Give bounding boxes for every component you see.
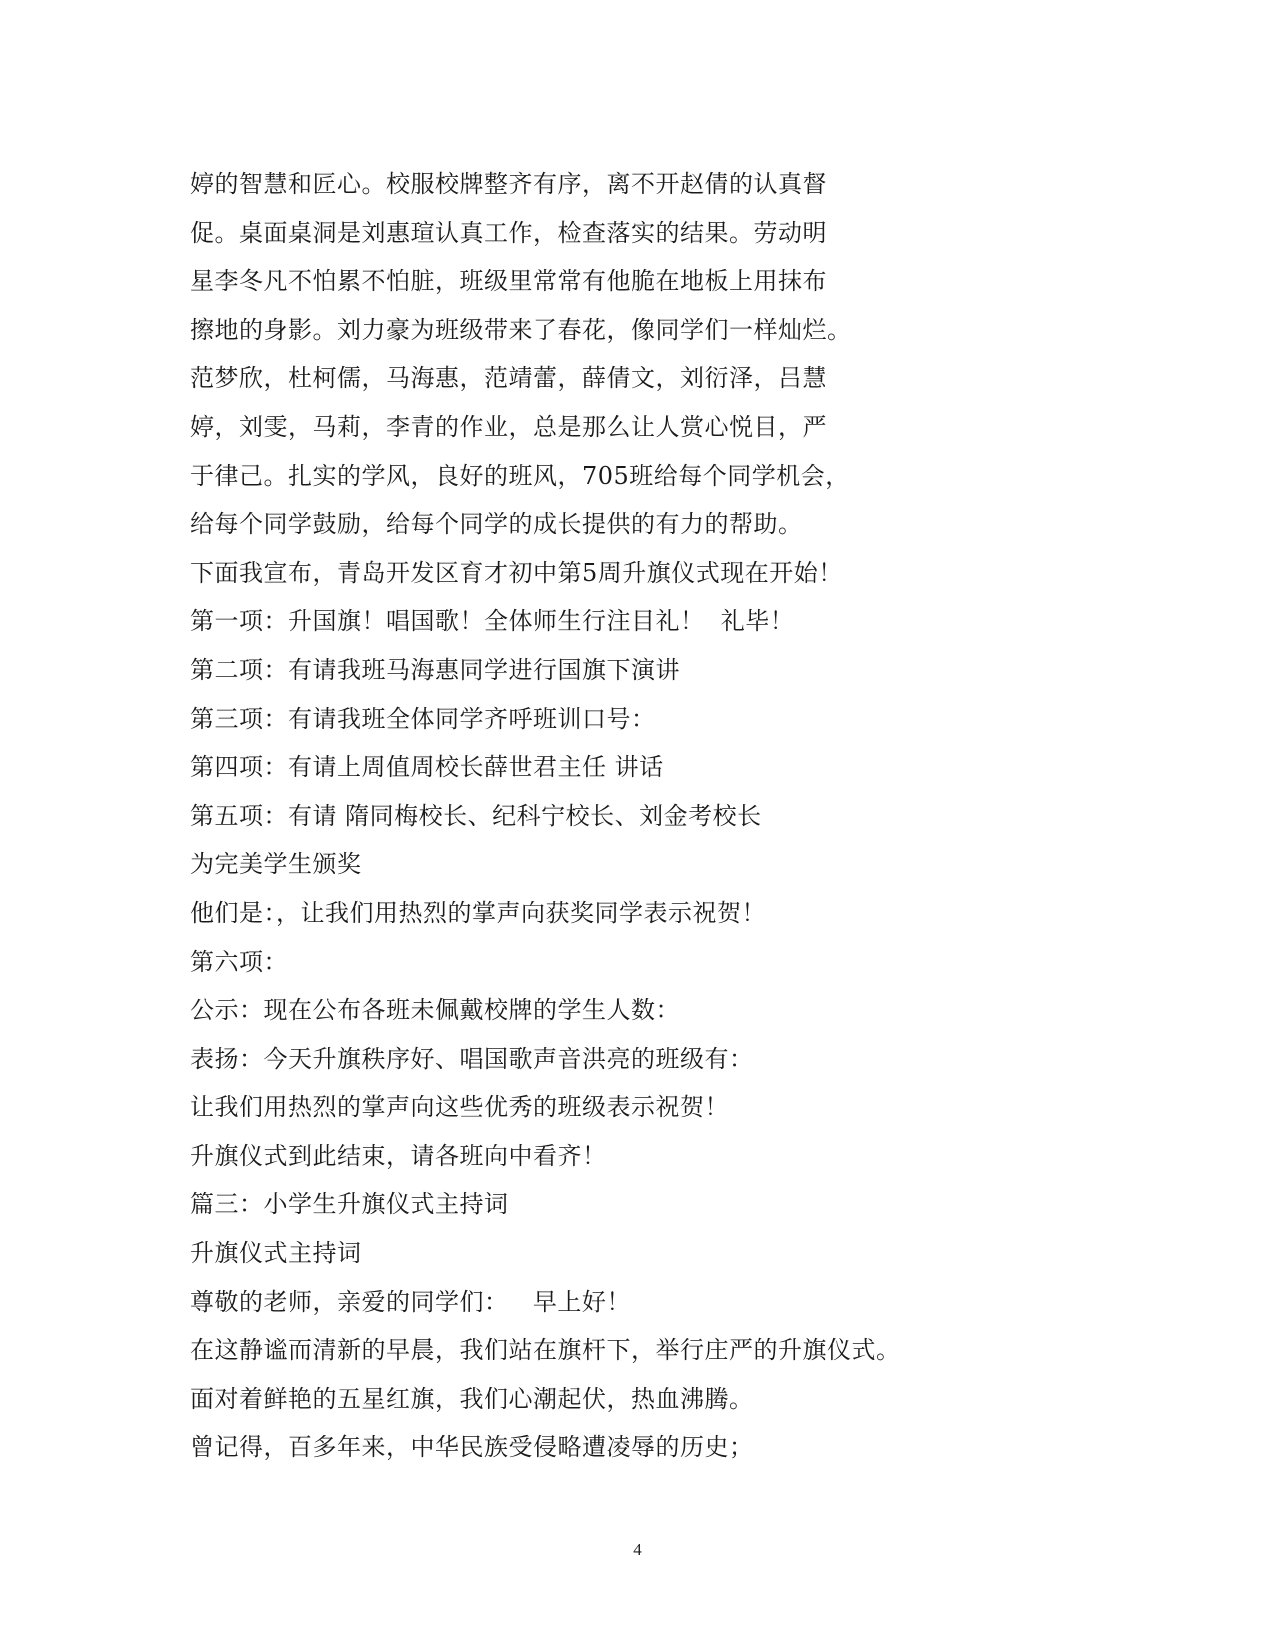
text-line: 第一项：升国旗！唱国歌！全体师生行注目礼！ 礼毕！	[190, 607, 795, 636]
text-line: 促。桌面桌洞是刘惠瑄认真工作，检查落实的结果。劳动明	[190, 218, 827, 247]
text-line: 于律己。扎实的学风，良好的班风，705班给每个同学机会，	[190, 461, 850, 490]
document-body	[190, 160, 1120, 1472]
text-line: 第三项：有请我班全体同学齐呼班训口号：	[190, 704, 656, 733]
text-line: 第五项：有请 隋同梅校长、纪科宁校长、刘金考校长	[190, 801, 762, 830]
text-line: 曾记得，百多年来，中华民族受侵略遭凌辱的历史；	[190, 1433, 754, 1462]
text-line: 让我们用热烈的掌声向这些优秀的班级表示祝贺！	[190, 1093, 729, 1122]
section-title: 升旗仪式主持词	[190, 1239, 362, 1268]
section-heading: 篇三：小学生升旗仪式主持词	[190, 1190, 509, 1219]
text-line: 表扬：今天升旗秩序好、唱国歌声音洪亮的班级有：	[190, 1044, 754, 1073]
text-line: 第六项：	[190, 947, 288, 976]
text-line: 面对着鲜艳的五星红旗，我们心潮起伏，热血沸腾。	[190, 1384, 754, 1413]
text-line: 尊敬的老师，亲爱的同学们： 早上好！	[190, 1287, 631, 1316]
text-line: 升旗仪式到此结束，请各班向中看齐！	[190, 1141, 607, 1170]
text-line: 给每个同学鼓励，给每个同学的成长提供的有力的帮助。	[190, 510, 803, 539]
text-line: 第二项：有请我班马海惠同学进行国旗下演讲	[190, 655, 680, 684]
text-line: 星李冬凡不怕累不怕脏，班级里常常有他脆在地板上用抹布	[190, 267, 827, 296]
text-line: 婷的智慧和匠心。校服校牌整齐有序，离不开赵倩的认真督	[190, 170, 827, 198]
text-line: 第四项：有请上周值周校长薛世君主任 讲话	[190, 753, 664, 782]
text-line: 下面我宣布，青岛开发区育才初中第5周升旗仪式现在开始！	[190, 558, 843, 587]
text-line: 为完美学生颁奖	[190, 850, 362, 879]
text-line: 婷，刘雯，马莉，李青的作业，总是那么让人赏心悦目，严	[190, 412, 827, 441]
page-number: 4	[633, 1540, 642, 1559]
text-line: 擦地的身影。刘力豪为班级带来了春花，像同学们一样灿烂。	[190, 315, 852, 344]
text-line: 在这静谧而清新的早晨，我们站在旗杆下，举行庄严的升旗仪式。	[190, 1336, 901, 1365]
text-line: 他们是：，让我们用热烈的掌声向获奖同学表示祝贺！	[190, 898, 766, 927]
text-line: 公示：现在公布各班未佩戴校牌的学生人数：	[190, 996, 680, 1025]
text-line: 范梦欣，杜柯儒，马海惠，范靖蕾，薛倩文，刘衍泽，吕慧	[190, 364, 827, 393]
